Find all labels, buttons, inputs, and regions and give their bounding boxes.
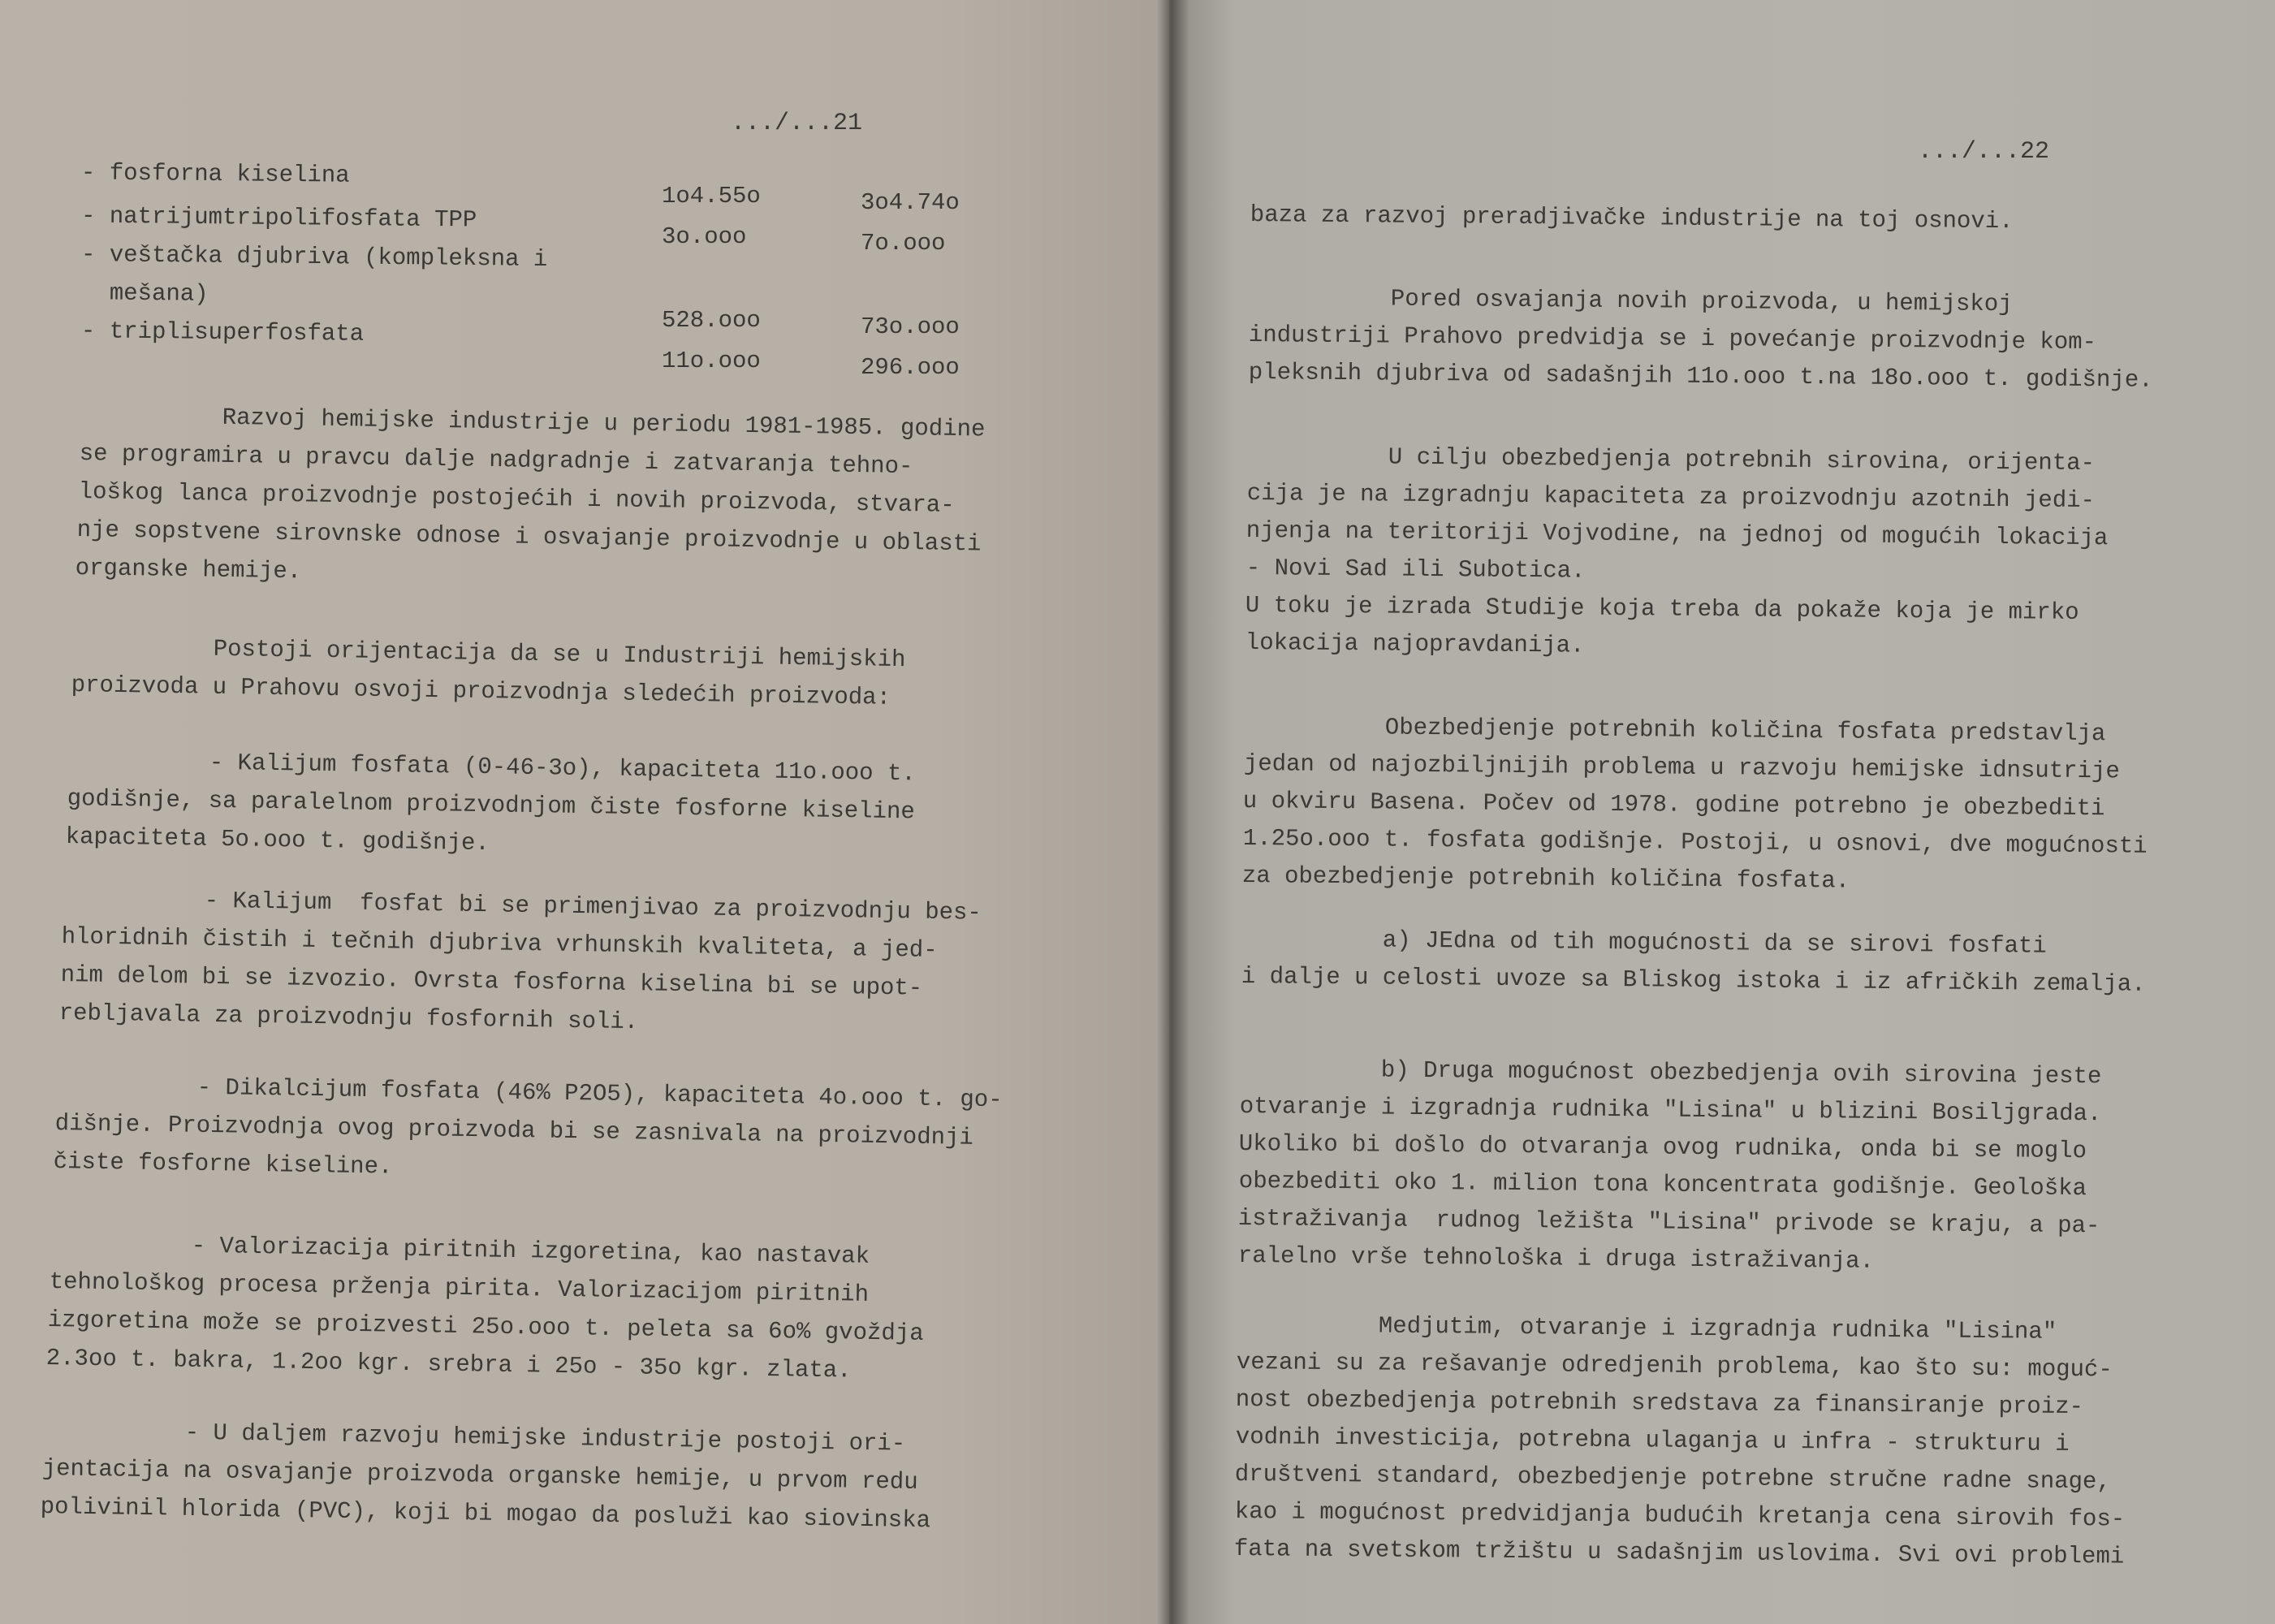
- text-line: čiste fosforne kiseline.: [53, 1148, 393, 1181]
- text-line: U cilju obezbedjenja potrebnih sirovina, orijenta-: [1247, 443, 2096, 477]
- text-line: se programira u pravcu dalje nadgradnje i zatvaranja tehno-: [79, 440, 913, 481]
- text-line: - Kalijum fosfata (0-46-3o), kapaciteta 11o.ooo t.: [67, 747, 917, 788]
- text-line: jentacija na osvajanje proizvoda organske hemije, u prvom redu: [41, 1455, 918, 1496]
- text-line: - Dikalcijum fosfata (46% P2O5), kapaciteta 4o.ooo t. go-: [55, 1072, 1004, 1114]
- text-line: nim delom bi se izvozio. Ovrsta fosforna kiselina bi se upot-: [59, 961, 922, 1002]
- text-line: - Kalijum fosfat bi se primenjivao za proizvodnju bes-: [63, 885, 982, 926]
- text-line: - Novi Sad ili Subotica.: [1245, 555, 1586, 585]
- text-line: njenja na teritoriji Vojvodine, na jednoj od mogućih lokacija: [1246, 517, 2109, 552]
- text-line: vezani su za rešavanje odredjenih problema, kao što su: moguć-: [1236, 1349, 2113, 1384]
- text-line: društveni standard, obezbedjenje potrebne stručne radne snage,: [1235, 1461, 2112, 1496]
- text-line: izgoretina može se proizvesti 25o.ooo t. peleta sa 6o% gvoždja: [47, 1307, 924, 1347]
- table-value-target: 7o.ooo: [861, 230, 946, 257]
- text-line: 2.3oo t. bakra, 1.2oo kgr. srebra i 25o - 35o kgr. zlata.: [45, 1345, 852, 1384]
- table-row-label: - fosforna kiselina: [80, 159, 350, 189]
- text-line: - Valorizacija piritnih izgoretina, kao nastavak: [50, 1230, 870, 1270]
- text-line: U toku je izrada Studije koja treba da pokaže koja je mirko: [1245, 592, 2079, 626]
- table-value-current: 3o.ooo: [662, 223, 747, 250]
- text-line: industriji Prahovo predvidja se i povećanje proizvodnje kom-: [1248, 322, 2097, 356]
- text-line: organske hemije.: [75, 555, 302, 585]
- table-value-target: 3o4.74o: [861, 189, 960, 216]
- text-line: a) JEdna od tih mogućnosti da se sirovi fosfati: [1241, 926, 2048, 960]
- text-line: polivinil hlorida (PVC), koji bi mogao da posluži kao siovinska: [40, 1493, 931, 1535]
- text-line: loškog lanca proizvodnje postojećih i novih proizvoda, stvara-: [77, 478, 955, 519]
- text-line: - U daljem razvoju hemijske industrije postoji ori-: [43, 1417, 906, 1458]
- text-line: dišnje. Proizvodnja ovog proizvoda bi se zasnivala na proizvodnji: [54, 1110, 973, 1151]
- text-line: obezbediti oko 1. milion tona koncentrata godišnje. Geološka: [1238, 1168, 2087, 1203]
- table-row-label: - natrijumtripolifosfata TPP: [80, 202, 477, 234]
- text-line: nje sopstvene sirovnske odnose i osvajanje proizvodnje u oblasti: [76, 516, 982, 558]
- table-row-label: - triplisuperfosfata: [80, 317, 365, 348]
- text-line: nost obezbedjenja potrebnih sredstava za finansiranje proiz-: [1236, 1386, 2084, 1421]
- text-line: istraživanja rudnog ležišta "Lisina" privode se kraju, a pa-: [1237, 1205, 2100, 1240]
- text-line: Pored osvajanja novih proizvoda, u hemijskoj: [1249, 284, 2013, 318]
- text-line: 1.25o.ooo t. fosfata godišnje. Postoji, u osnovi, dve mogućnosti: [1242, 825, 2148, 860]
- table-row-label: mešana): [80, 279, 209, 308]
- text-line: Ukoliko bi došlo do otvaranja ovog rudnika, onda bi se moglo: [1238, 1130, 2087, 1165]
- text-line: Obezbedjenje potrebnih količina fosfata predstavlja: [1244, 713, 2106, 748]
- text-line: za obezbedjenje potrebnih količina fosfata.: [1241, 862, 1850, 895]
- page-number-left: .../...21: [731, 110, 863, 137]
- text-line: kao i mogućnost predvidjanja budućih kretanja cena sirovih fos-: [1234, 1498, 2126, 1533]
- text-line: i dalje u celosti uvoze sa Bliskog istoka i iz afričkih zemalja.: [1241, 963, 2146, 998]
- text-line: hloridnih čistih i tečnih djubriva vrhunskih kvaliteta, a jed-: [61, 923, 939, 964]
- text-line: u okviru Basena. Počev od 1978. godine potrebno je obezbediti: [1243, 788, 2105, 823]
- text-line: baza za razvoj preradjivačke industrije na toj osnovi.: [1250, 201, 2014, 235]
- text-line: ralelno vrše tehnološka i druga istraživanja.: [1237, 1242, 1874, 1275]
- table-value-current: 11o.ooo: [662, 348, 761, 374]
- page-number-right: .../...22: [1918, 138, 2050, 166]
- table-value-target: 296.ooo: [861, 354, 960, 381]
- text-line: godišnje, sa paralelnom proizvodnjom čiste fosforne kiseline: [67, 785, 915, 826]
- text-line: cija je na izgradnju kapaciteta za proizvodnju azotnih jedi-: [1246, 480, 2096, 515]
- text-line: pleksnih djubriva od sadašnjih 11o.ooo t.na 18o.ooo t. godišnje.: [1248, 359, 2153, 394]
- text-line: fata na svetskom tržištu u sadašnjim uslovima. Svi ovi problemi: [1233, 1535, 2125, 1570]
- book-gutter-shadow: [1157, 0, 1189, 1624]
- text-line: Razvoj hemijske industrije u periodu 1981-1985. godine: [80, 402, 986, 443]
- right-page: [1169, 0, 2275, 1624]
- text-line: lokacija najopravdanija.: [1245, 629, 1585, 659]
- text-line: tehnološkog procesa prženja pirita. Valorizacijom piritnih: [48, 1268, 869, 1308]
- table-value-target: 73o.ooo: [861, 313, 960, 340]
- table-value-current: 528.ooo: [662, 307, 761, 334]
- text-line: proizvoda u Prahovu osvoji proizvodnja sledećih proizvoda:: [71, 672, 891, 711]
- text-line: jedan od najozbiljnijih problema u razvoju hemijske idnsutrije: [1243, 750, 2120, 785]
- text-line: otvaranje i izgradnja rudnika "Lisina" u blizini Bosiljgrada.: [1239, 1093, 2102, 1128]
- text-line: b) Druga mogućnost obezbedjenja ovih sirovina jeste: [1240, 1056, 2102, 1091]
- text-line: Postoji orijentacija da se u Industriji hemijskih: [71, 633, 907, 674]
- text-line: kapaciteta 5o.ooo t. godišnje.: [65, 823, 490, 857]
- text-line: vodnih investicija, potrebna ulaganja u infra - strukturu i: [1235, 1423, 2070, 1458]
- table-value-current: 1o4.55o: [662, 183, 761, 209]
- text-line: rebljavala za proizvodnju fosfornih soli.: [58, 1000, 639, 1036]
- table-row-label: - veštačka djubriva (kompleksna i: [80, 240, 548, 274]
- text-line: Medjutim, otvaranje i izgradnja rudnika "Lisina": [1237, 1311, 2057, 1345]
